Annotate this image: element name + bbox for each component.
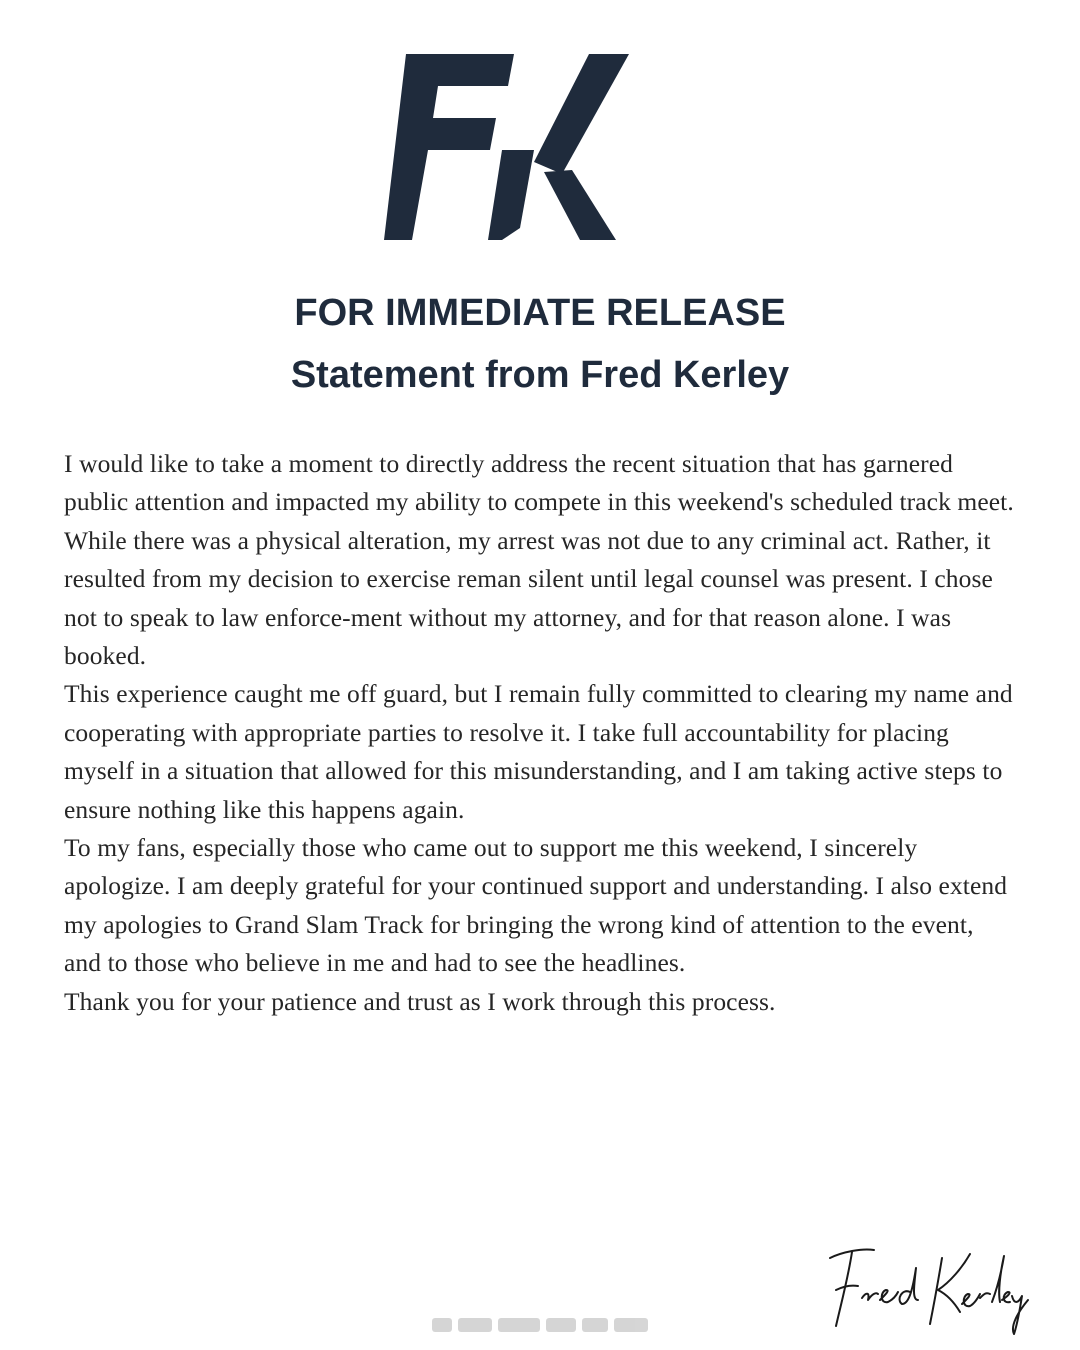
- statement-title: Statement from Fred Kerley: [290, 354, 790, 396]
- fk-logo: [384, 52, 634, 242]
- paragraph: I would like to take a moment to directly address the recent situation that has garnered public attention and impacted my ability to compete in this weekend's scheduled track meet.: [64, 449, 1014, 517]
- paragraph: Thank you for your patience and trust as I work through this process.: [64, 986, 776, 1016]
- watermark: [432, 1314, 648, 1336]
- paragraph: While there was a physical alteration, my arrest was not due to any criminal act. Rather, it resulted from my decision to exercise reman silent until legal counsel was present. I chose not to speak to law enforce-ment without my attorney, and for that reason alone. I was booked.: [64, 525, 993, 671]
- statement-body: [64, 445, 1014, 1021]
- paragraph: To my fans, especially those who came out to support me this weekend, I sincerely apologize. I am deeply grateful for your continued support and understanding. I also extend my apologies to Grand Slam Track for bringing the wrong kind of attention to the event, and to those who believe in me and had to see the headlines.: [64, 833, 1008, 978]
- release-heading: FOR IMMEDIATE RELEASE: [294, 292, 786, 334]
- paragraph: This experience caught me off guard, but I remain fully committed to clearing my name and cooperating with appropriate parties to resolve it. I take full accountability for placing myself in a situation that allowed for this misunderstanding, and I am taking active steps to ensure nothing like this happens again.: [64, 679, 1013, 824]
- fk-logo-icon: [384, 52, 634, 242]
- handwritten-signature-icon: [822, 1238, 1037, 1338]
- signature: [822, 1238, 1037, 1338]
